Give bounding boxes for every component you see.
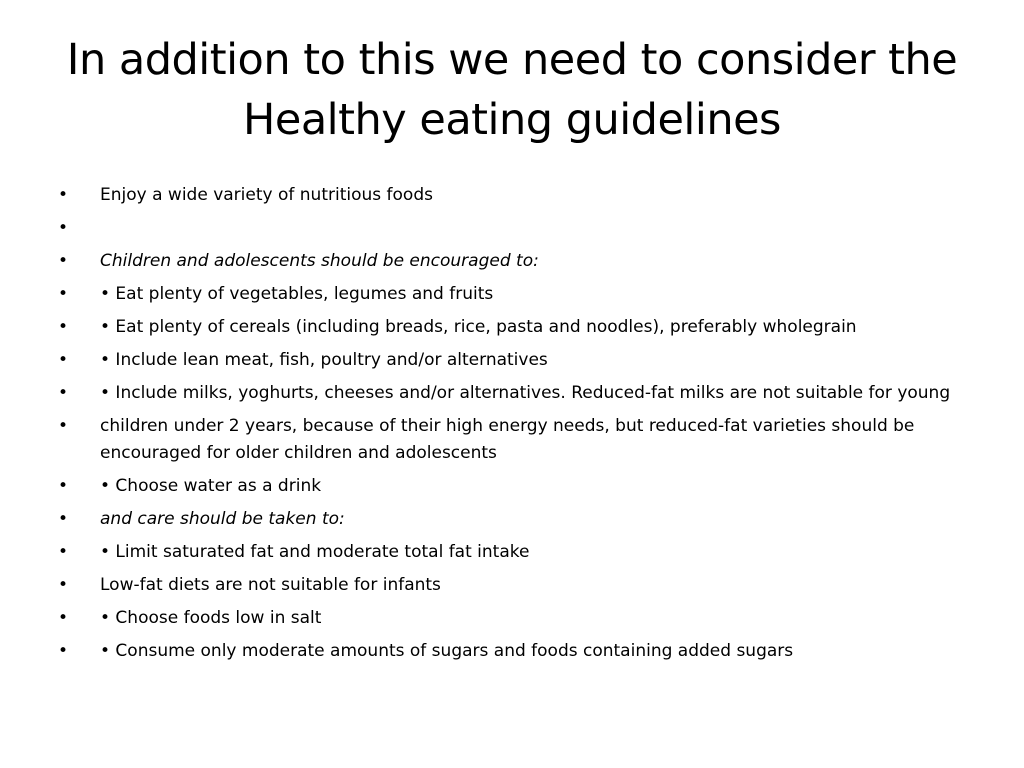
- bullet-text: • Limit saturated fat and moderate total fat intake: [100, 542, 530, 562]
- bullet-text: children under 2 years, because of their high energy needs, but reduced-fat varieties should be encouraged for older children and adolescents: [100, 416, 915, 463]
- bullet-text: Enjoy a wide variety of nutritious foods: [100, 185, 433, 205]
- bullet-point-icon: •: [58, 218, 69, 238]
- bullet-text: • Choose water as a drink: [100, 476, 322, 496]
- bullet-item: [56, 506, 976, 533]
- bullet-point-icon: •: [58, 317, 69, 337]
- bullet-text: • Consume only moderate amounts of sugars and foods containing added sugars: [100, 641, 794, 661]
- bullet-point-icon: •: [58, 575, 69, 595]
- bullet-text: • Include milks, yoghurts, cheeses and/or alternatives. Reduced-fat milks are not suitable for young: [100, 383, 951, 403]
- bullet-item: [56, 182, 976, 209]
- bullet-item: [56, 539, 976, 566]
- bullet-text: Children and adolescents should be encouraged to:: [100, 251, 539, 271]
- bullet-point-icon: •: [58, 251, 69, 271]
- bullet-item: [56, 380, 976, 407]
- bullet-text: Low-fat diets are not suitable for infants: [100, 575, 441, 595]
- bullet-item: [56, 215, 976, 242]
- bullet-point-icon: •: [58, 509, 69, 529]
- bullet-text: • Eat plenty of vegetables, legumes and fruits: [100, 284, 494, 304]
- bullet-item: [56, 314, 976, 341]
- bullet-item: [56, 281, 976, 308]
- bullet-point-icon: •: [58, 383, 69, 403]
- bullet-item: [56, 473, 976, 500]
- bullet-point-icon: •: [58, 641, 69, 661]
- bullet-text: • Choose foods low in salt: [100, 608, 322, 628]
- bullet-item: [56, 413, 976, 467]
- bullet-point-icon: •: [58, 284, 69, 304]
- bullet-point-icon: •: [58, 542, 69, 562]
- bullet-text: • Eat plenty of cereals (including breads, rice, pasta and noodles), preferably wholegrain: [100, 317, 857, 337]
- bullet-point-icon: •: [58, 350, 69, 370]
- bullet-text: and care should be taken to:: [100, 509, 345, 529]
- bullet-point-icon: •: [58, 476, 69, 496]
- bullet-point-icon: •: [58, 608, 69, 628]
- bullet-point-icon: •: [58, 416, 69, 436]
- bullet-item: [56, 572, 976, 599]
- slide-title: In addition to this we need to consider the Healthy eating guidelines: [66, 35, 958, 145]
- bullet-item: [56, 248, 976, 275]
- bullet-text: • Include lean meat, fish, poultry and/or alternatives: [100, 350, 548, 370]
- bullet-point-icon: •: [58, 185, 69, 205]
- bullet-item: [56, 605, 976, 632]
- bullet-item: [56, 638, 976, 665]
- bullet-item: [56, 347, 976, 374]
- bullet-list: [56, 182, 976, 671]
